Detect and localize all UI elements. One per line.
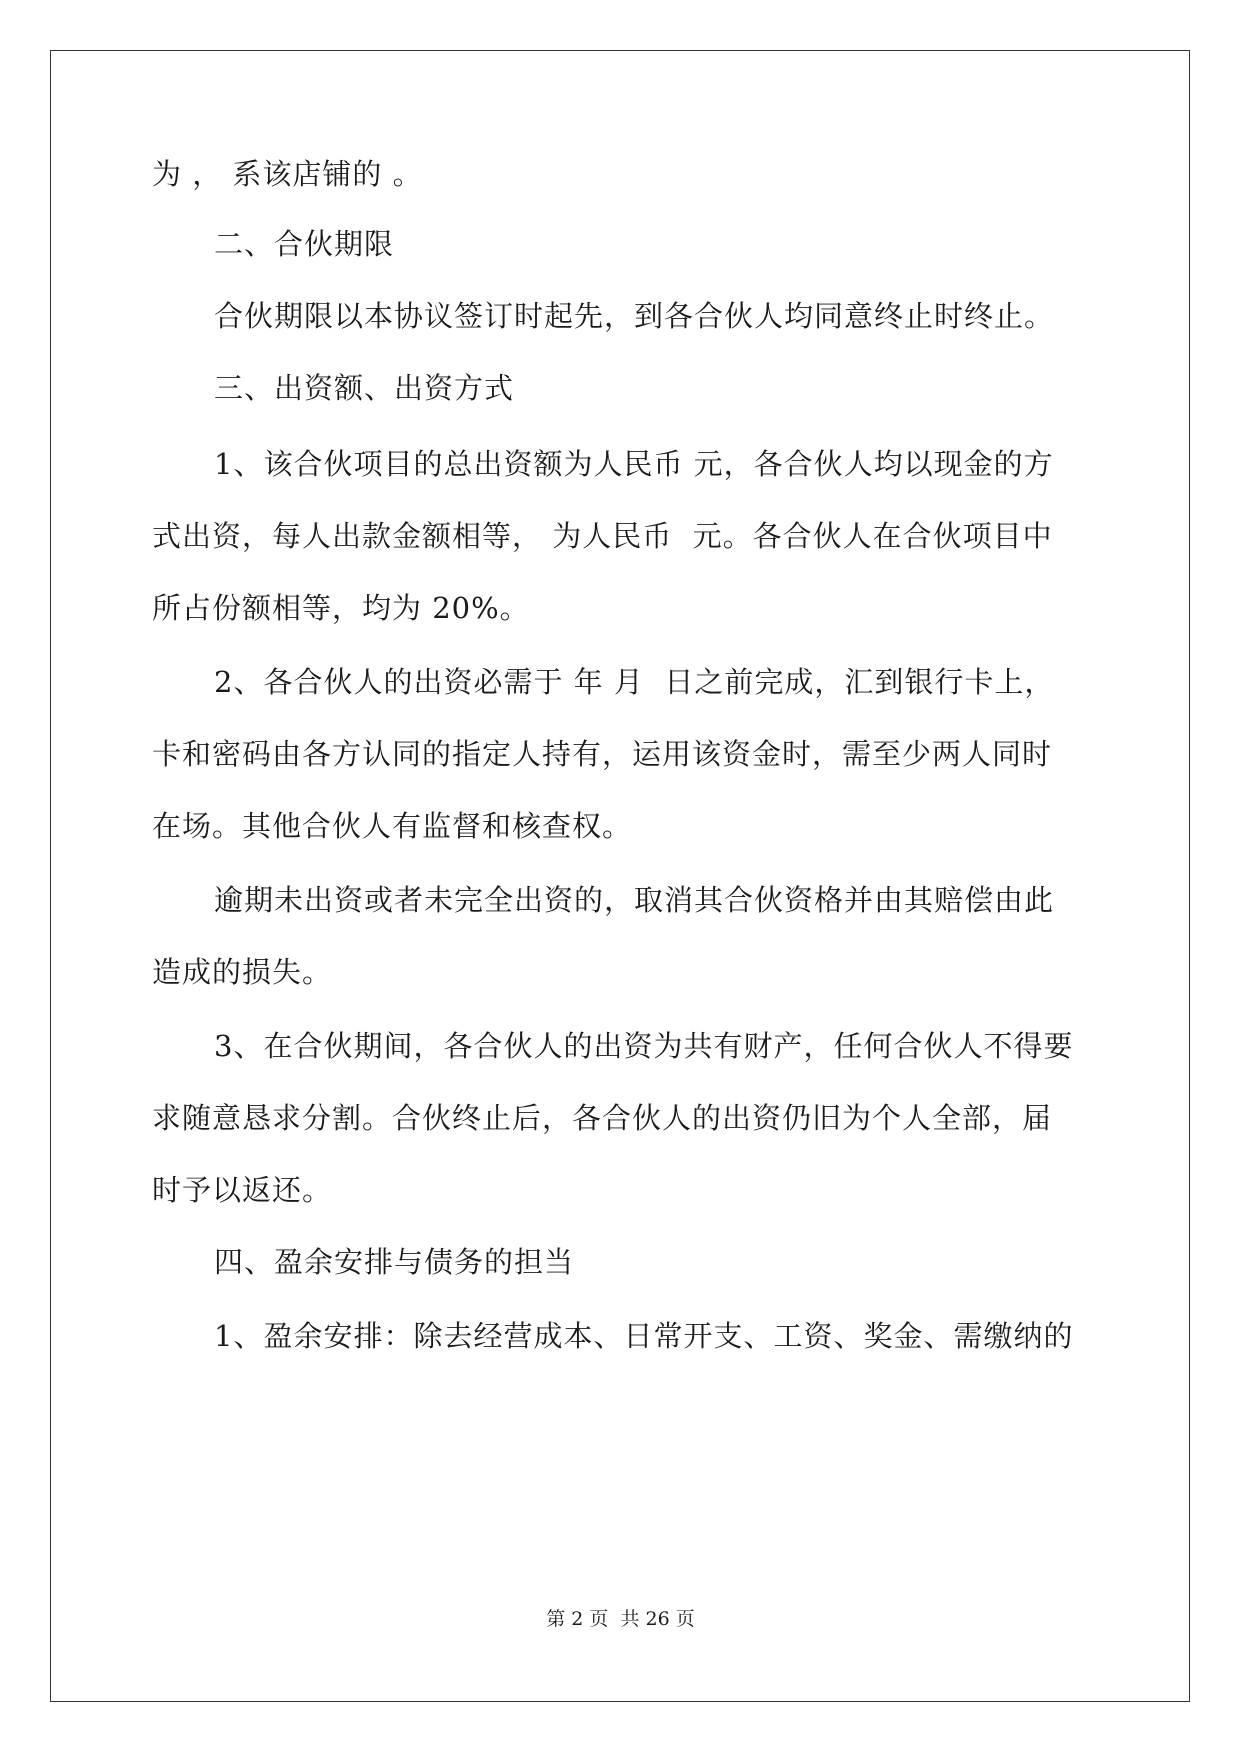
text-line-12: 造成的损失。 <box>152 955 333 989</box>
text-line-13: 3、在合伙期间，各合伙人的出资为共有财产，任何合伙人不得要 <box>214 1029 1074 1063</box>
text-line-1: 为 ， 系该店铺的 。 <box>152 157 423 191</box>
text-line-15: 时予以返还。 <box>152 1173 333 1207</box>
text-line-9: 卡和密码由各方认同的指定人持有，运用该资金时，需至少两人同时 <box>152 737 1053 771</box>
text-line-11: 逾期未出资或者未完全出资的，取消其合伙资格并由其赔偿由此 <box>214 883 1055 917</box>
text-line-8: 2、各合伙人的出资必需于 年 月 日之前完成，汇到银行卡上， <box>214 665 1055 699</box>
text-line-7: 所占份额相等，均为 20%。 <box>152 591 530 625</box>
text-line-10: 在场。其他合伙人有监督和核查权。 <box>152 809 633 843</box>
text-line-3: 合伙期限以本协议签订时起先，到各合伙人均同意终止时终止。 <box>214 299 1055 333</box>
text-line-6: 式出资，每人出款金额相等， 为人民币 元。各合伙人在合伙项目中 <box>152 519 1053 553</box>
text-line-14: 求随意恳求分割。合伙终止后，各合伙人的出资仍旧为个人全部，届 <box>152 1101 1053 1135</box>
section-heading-3: 三、出资额、出资方式 <box>214 371 515 405</box>
section-heading-2: 二、合伙期限 <box>214 227 395 261</box>
text-line-5: 1、该合伙项目的总出资额为人民币 元，各合伙人均以现金的方 <box>214 447 1054 481</box>
page-number-footer: 第 2 页 共 26 页 <box>546 1608 695 1630</box>
section-heading-4: 四、盈余安排与债务的担当 <box>214 1245 575 1279</box>
text-line-17: 1、盈余安排：除去经营成本、日常开支、工资、奖金、需缴纳的 <box>214 1319 1074 1353</box>
